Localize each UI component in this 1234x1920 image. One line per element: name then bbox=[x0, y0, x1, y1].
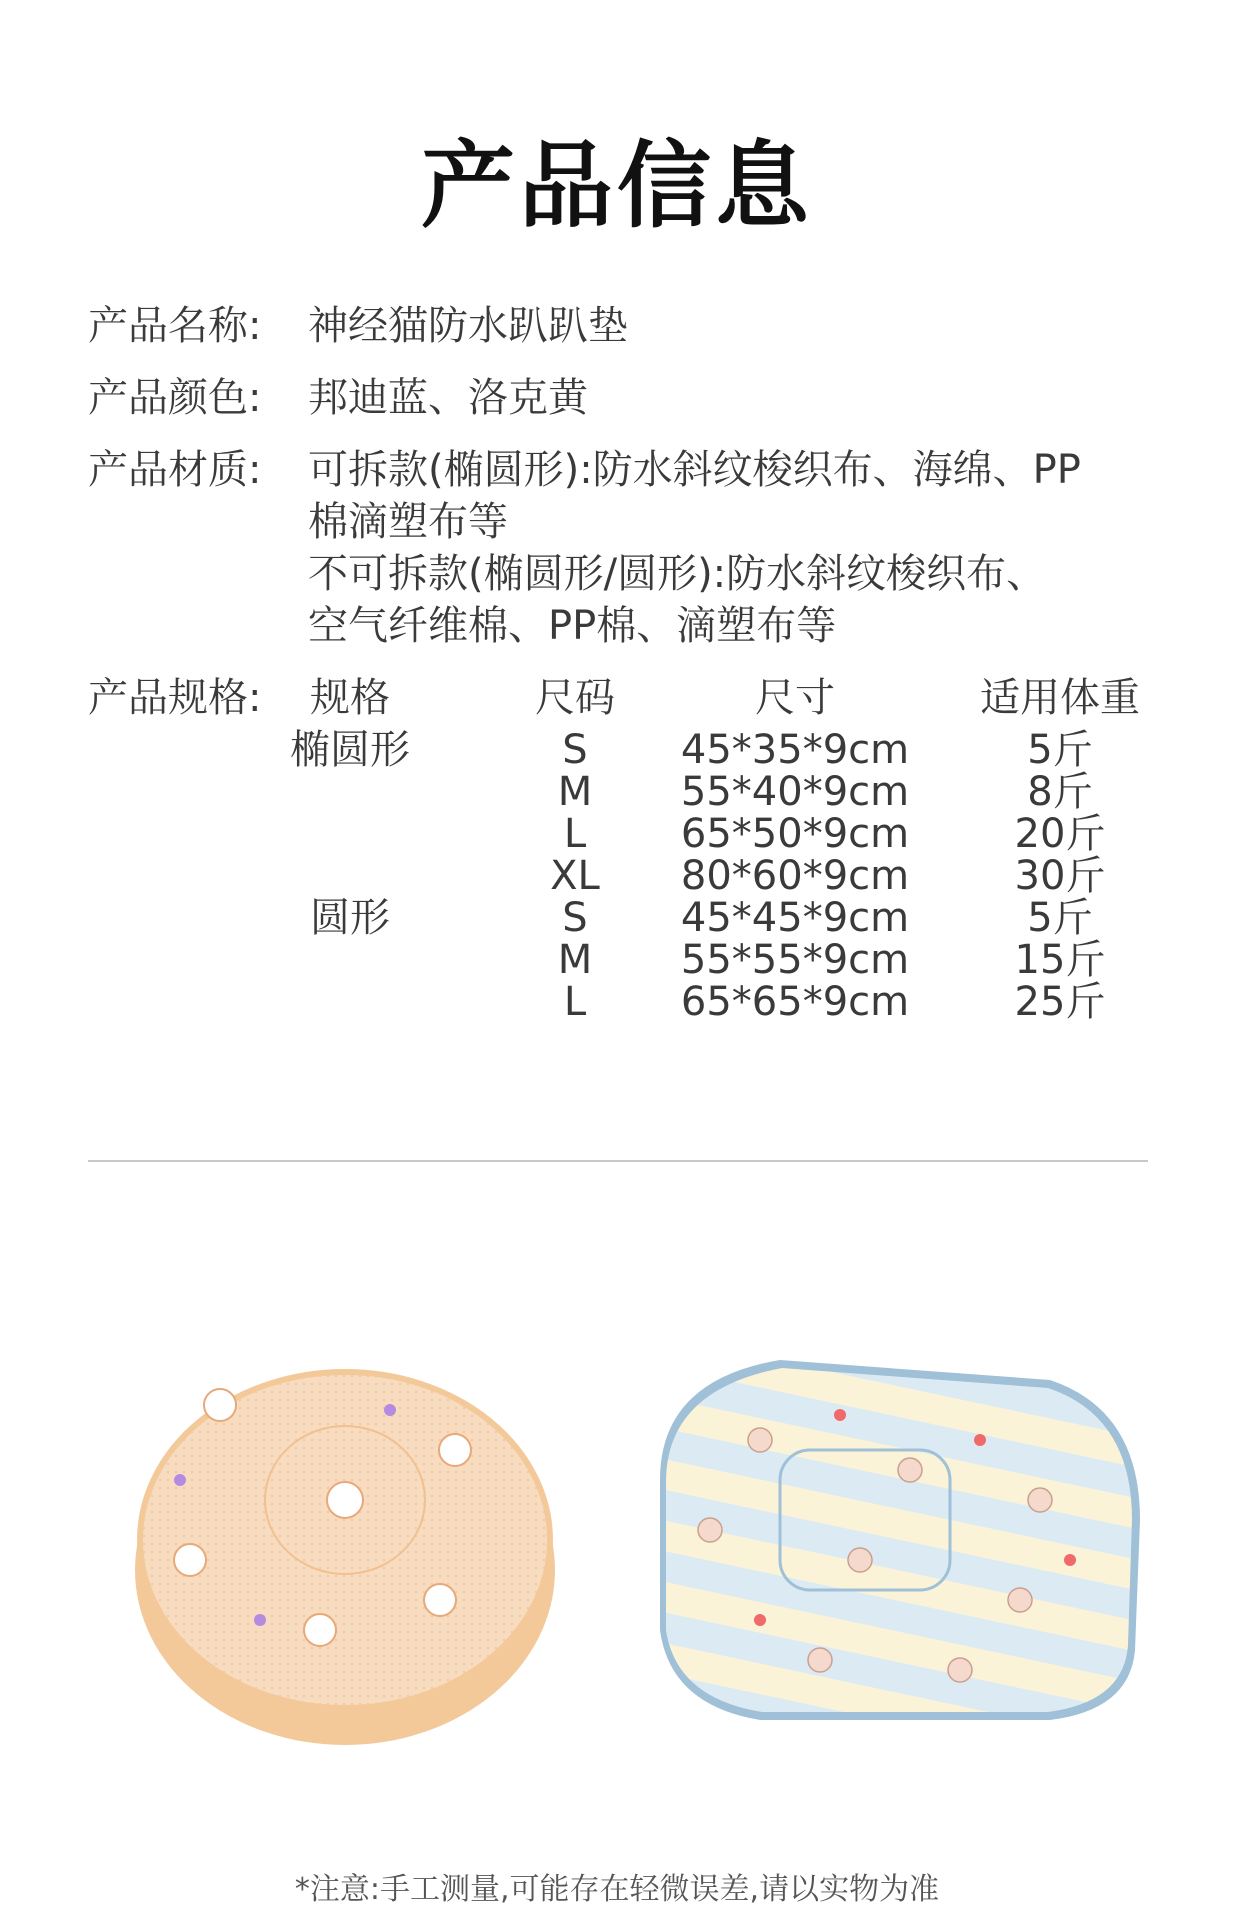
product-name-label: 产品名称: bbox=[88, 303, 262, 349]
material-line: 空气纤维棉、PP棉、滴塑布等 bbox=[308, 603, 837, 649]
spec-header: 规格 bbox=[310, 675, 390, 721]
measurement-note: *注意:手工测量,可能存在轻微误差,请以实物为准 bbox=[294, 1872, 940, 1907]
page-title: 产品信息 bbox=[420, 132, 813, 241]
spec-dimension: 65*65*9cm bbox=[680, 979, 910, 1025]
spec-size-code: XL bbox=[550, 853, 600, 899]
spec-size-code: M bbox=[557, 937, 593, 983]
spec-size-code: S bbox=[562, 727, 588, 773]
spec-size-code: S bbox=[562, 895, 588, 941]
round-mat-yellow bbox=[135, 1372, 555, 1745]
spec-weight: 5斤 bbox=[1027, 727, 1093, 773]
spec-weight: 8斤 bbox=[1027, 769, 1093, 815]
product-spec-label: 产品规格: bbox=[88, 675, 262, 721]
spec-dimension: 55*55*9cm bbox=[680, 937, 910, 983]
divider bbox=[88, 1160, 1148, 1162]
spec-header: 适用体重 bbox=[980, 675, 1140, 721]
spec-dimension: 65*50*9cm bbox=[680, 811, 910, 857]
spec-weight: 15斤 bbox=[1014, 937, 1106, 983]
spec-weight: 5斤 bbox=[1027, 895, 1093, 941]
spec-header: 尺寸 bbox=[755, 675, 835, 721]
spec-dimension: 80*60*9cm bbox=[680, 853, 910, 899]
spec-weight: 20斤 bbox=[1014, 811, 1106, 857]
spec-dimension: 45*35*9cm bbox=[680, 727, 910, 773]
product-name-value: 神经猫防水趴趴垫 bbox=[308, 303, 628, 349]
spec-category: 椭圆形 bbox=[290, 727, 410, 773]
product-illustration bbox=[60, 1300, 1200, 1760]
spec-size-code: L bbox=[563, 979, 587, 1025]
product-material-label: 产品材质: bbox=[88, 447, 262, 493]
material-line: 棉滴塑布等 bbox=[308, 499, 508, 545]
material-line: 可拆款(椭圆形):防水斜纹梭织布、海绵、PP bbox=[308, 447, 1081, 493]
oval-mat-blue bbox=[660, 1360, 1140, 1720]
spec-size-code: M bbox=[557, 769, 593, 815]
product-color-label: 产品颜色: bbox=[88, 375, 262, 421]
spec-category: 圆形 bbox=[310, 895, 390, 941]
spec-weight: 25斤 bbox=[1014, 979, 1106, 1025]
spec-weight: 30斤 bbox=[1014, 853, 1106, 899]
spec-dimension: 45*45*9cm bbox=[680, 895, 910, 941]
spec-size-code: L bbox=[563, 811, 587, 857]
material-line: 不可拆款(椭圆形/圆形):防水斜纹梭织布、 bbox=[308, 551, 1047, 597]
spec-dimension: 55*40*9cm bbox=[680, 769, 910, 815]
spec-header: 尺码 bbox=[535, 675, 615, 721]
product-color-value: 邦迪蓝、洛克黄 bbox=[308, 375, 588, 421]
